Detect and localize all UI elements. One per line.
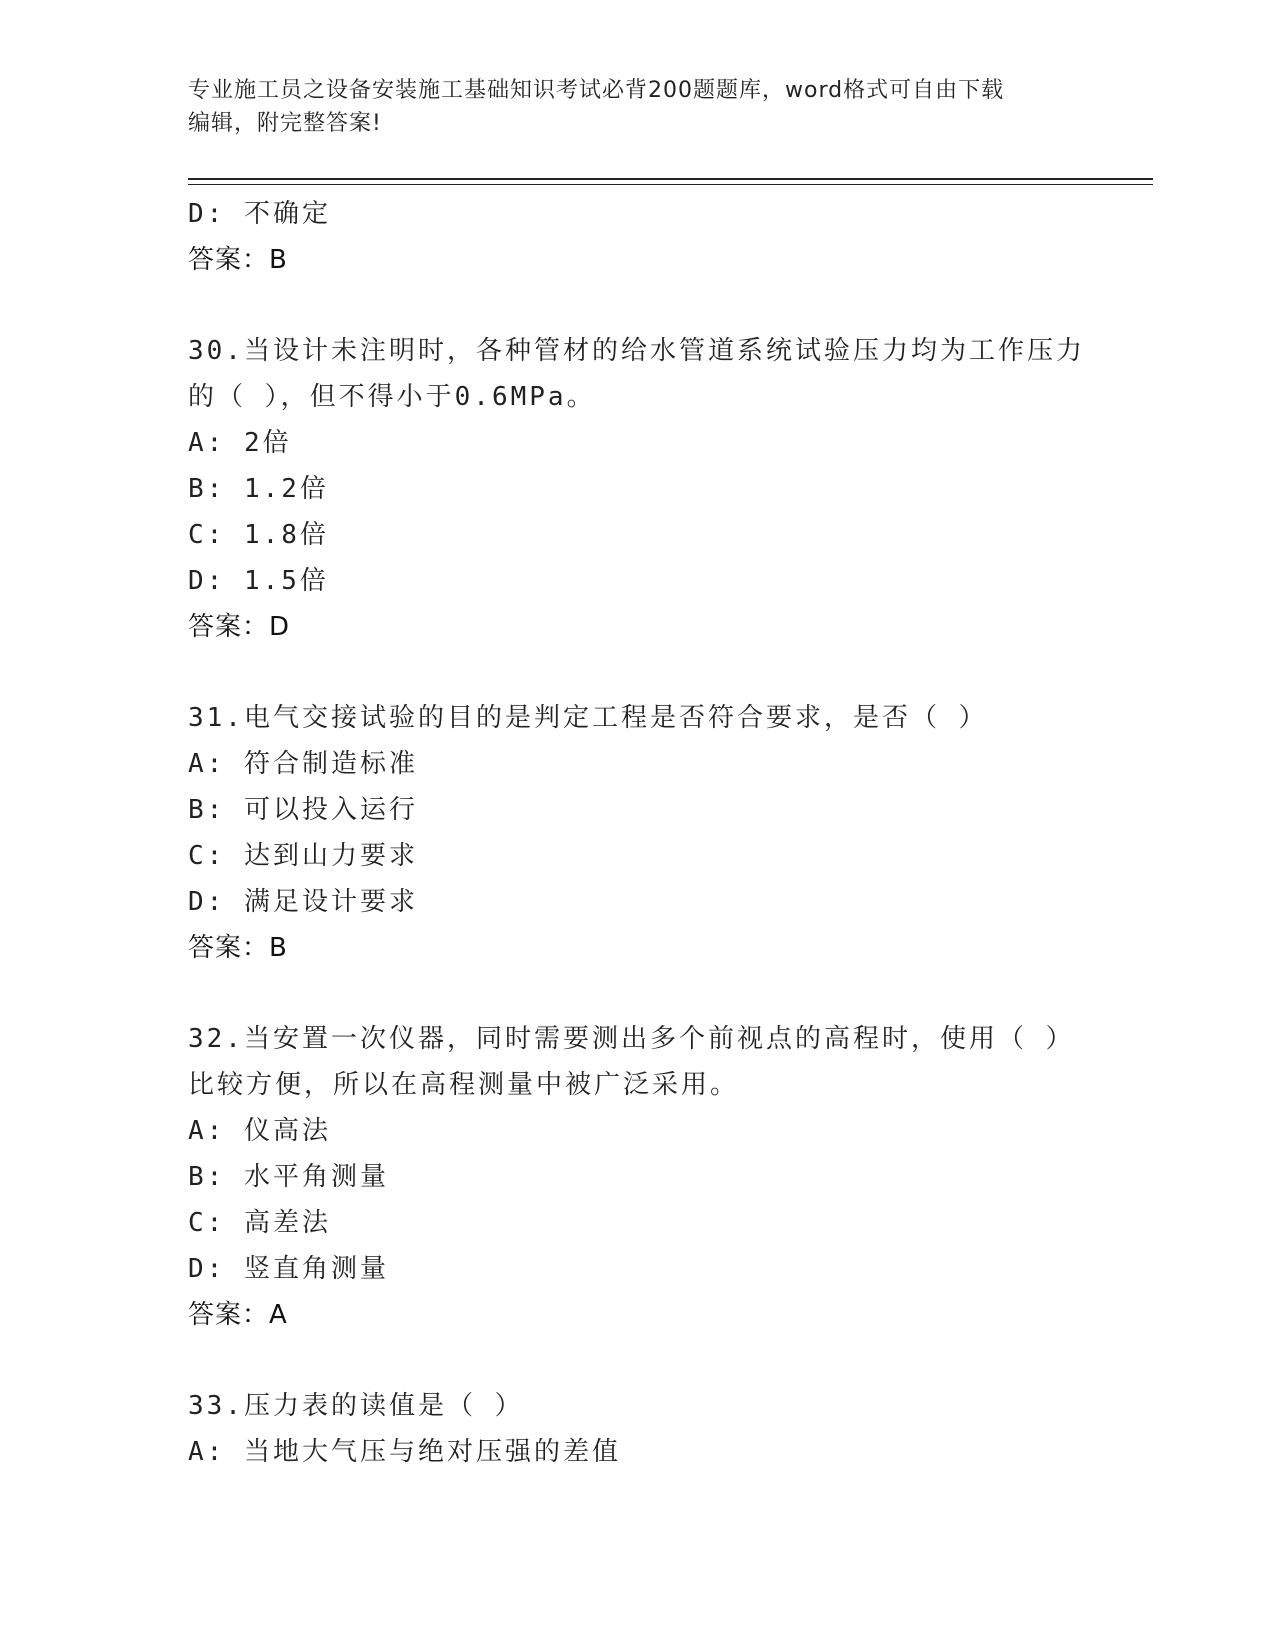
answer: 答案：B [188, 245, 288, 275]
answer: 答案：B [188, 933, 288, 963]
answer: 答案：D [188, 612, 291, 642]
option-c: C: 1.8倍 [188, 520, 329, 550]
option-d: D: 竖直角测量 [188, 1254, 389, 1284]
option-a: A: 符合制造标准 [188, 749, 418, 779]
header-divider-thick [188, 178, 1153, 180]
option-c: C: 达到山力要求 [188, 841, 418, 871]
document-header [188, 74, 1068, 140]
option-c: C: 高差法 [188, 1208, 331, 1238]
option-b: B: 水平角测量 [188, 1162, 389, 1192]
question-text-cont: 的（ ），但不得小于0.6MPa。 [188, 382, 596, 412]
question-32 [188, 1016, 1088, 1338]
header-title-line-1: 专业施工员之设备安装施工基础知识考试必背200题题库，word格式可自由下载 [188, 78, 1005, 103]
option-b: B: 可以投入运行 [188, 795, 418, 825]
question-31 [188, 695, 1088, 971]
question-30 [188, 328, 1088, 650]
answer: 答案：A [188, 1300, 288, 1330]
question-29-tail [188, 191, 1088, 283]
option-d: D: 满足设计要求 [188, 887, 418, 917]
question-text: 31.电气交接试验的目的是判定工程是否符合要求，是否（ ） [188, 703, 988, 733]
question-list [188, 191, 1088, 1475]
header-divider-thin [188, 184, 1153, 185]
question-33 [188, 1383, 1088, 1475]
question-text: 32.当安置一次仪器，同时需要测出多个前视点的高程时，使用（ ） [188, 1024, 1075, 1054]
option-a: A: 2倍 [188, 428, 292, 458]
option-a: A: 仪高法 [188, 1116, 331, 1146]
question-text: 33.压力表的读值是（ ） [188, 1391, 524, 1421]
header-title-line-2: 编辑，附完整答案! [188, 111, 382, 136]
option-d: D: 1.5倍 [188, 566, 329, 596]
option-a: A: 当地大气压与绝对压强的差值 [188, 1437, 621, 1467]
option-d: D: 不确定 [188, 199, 331, 229]
question-text-cont: 比较方便，所以在高程测量中被广泛采用。 [188, 1070, 740, 1100]
option-b: B: 1.2倍 [188, 474, 329, 504]
question-text: 30.当设计未注明时，各种管材的给水管道系统试验压力均为工作压力 [188, 336, 1085, 366]
